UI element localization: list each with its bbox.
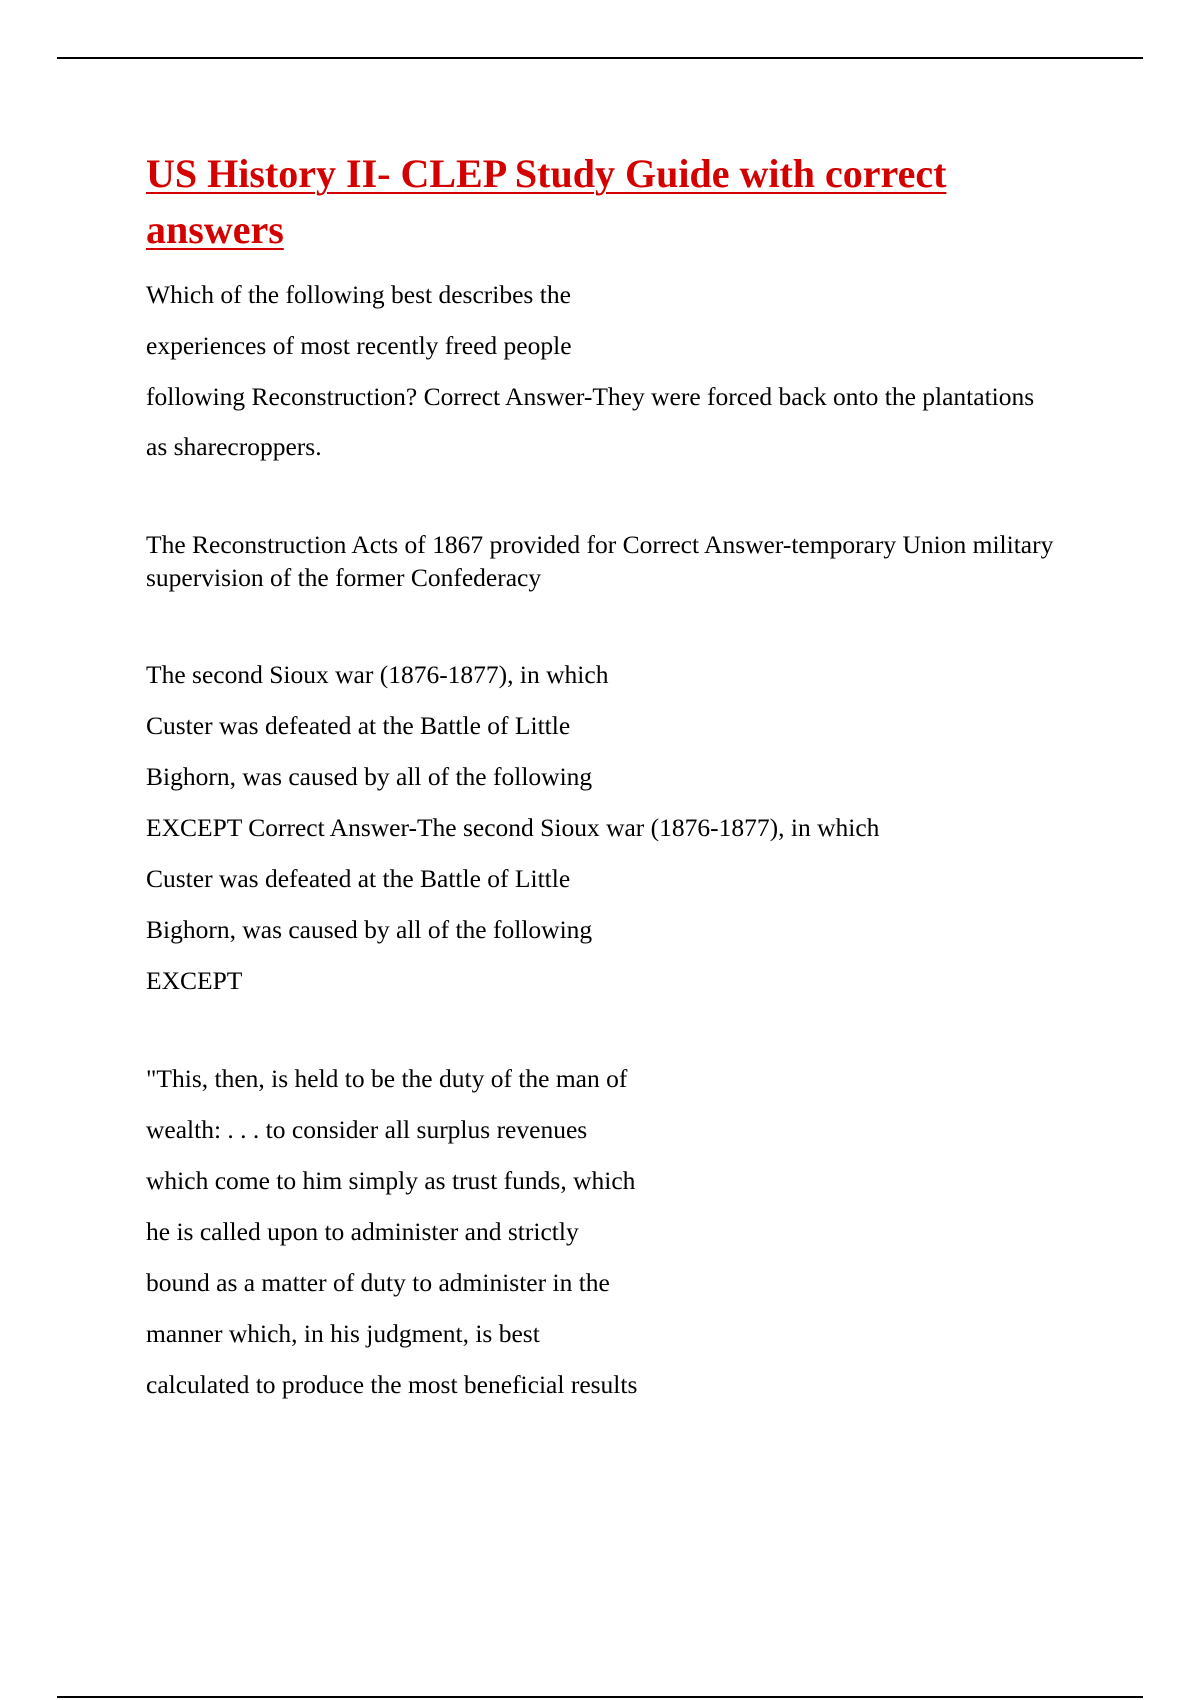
question-4-line-7: calculated to produce the most beneficial results xyxy=(146,1370,638,1399)
question-4-line-2: wealth: . . . to consider all surplus revenues xyxy=(146,1115,588,1144)
question-3-line-4: EXCEPT Correct Answer-The second Sioux war (1876-1877), in which xyxy=(146,813,880,842)
question-3 xyxy=(146,658,1066,998)
paragraph-spacer xyxy=(146,481,1066,528)
question-4 xyxy=(146,1062,1066,1402)
question-3-line-1: The second Sioux war (1876-1877), in which xyxy=(146,660,609,689)
question-1-line-2: experiences of most recently freed people xyxy=(146,331,572,360)
question-1-line-4: as sharecroppers. xyxy=(146,432,322,461)
question-4-line-1: "This, then, is held to be the duty of the man of xyxy=(146,1064,628,1093)
question-3-line-7: EXCEPT xyxy=(146,966,243,995)
question-3-line-6: Bighorn, was caused by all of the following xyxy=(146,915,593,944)
question-2-line-1: The Reconstruction Acts of 1867 provided for Correct Answer-temporary Union military supervision of the former Confederacy xyxy=(146,530,1054,592)
question-2 xyxy=(146,528,1066,594)
document-body xyxy=(146,146,1066,1419)
question-1-line-3: following Reconstruction? Correct Answer-They were forced back onto the plantations xyxy=(146,382,1035,411)
question-4-line-3: which come to him simply as trust funds, which xyxy=(146,1166,636,1195)
question-4-line-5: bound as a matter of duty to administer in the xyxy=(146,1268,610,1297)
question-1-line-1: Which of the following best describes the xyxy=(146,280,571,309)
question-3-line-2: Custer was defeated at the Battle of Little xyxy=(146,711,571,740)
document-title: US History II- CLEP Study Guide with correct answers xyxy=(146,151,947,252)
question-1 xyxy=(146,278,1066,464)
bottom-rule xyxy=(57,1696,1143,1698)
paragraph-spacer xyxy=(146,1015,1066,1062)
top-rule xyxy=(57,57,1143,59)
question-3-line-3: Bighorn, was caused by all of the following xyxy=(146,762,593,791)
question-3-line-5: Custer was defeated at the Battle of Little xyxy=(146,864,571,893)
question-4-line-4: he is called upon to administer and strictly xyxy=(146,1217,579,1246)
paragraph-spacer xyxy=(146,611,1066,658)
question-4-line-6: manner which, in his judgment, is best xyxy=(146,1319,540,1348)
